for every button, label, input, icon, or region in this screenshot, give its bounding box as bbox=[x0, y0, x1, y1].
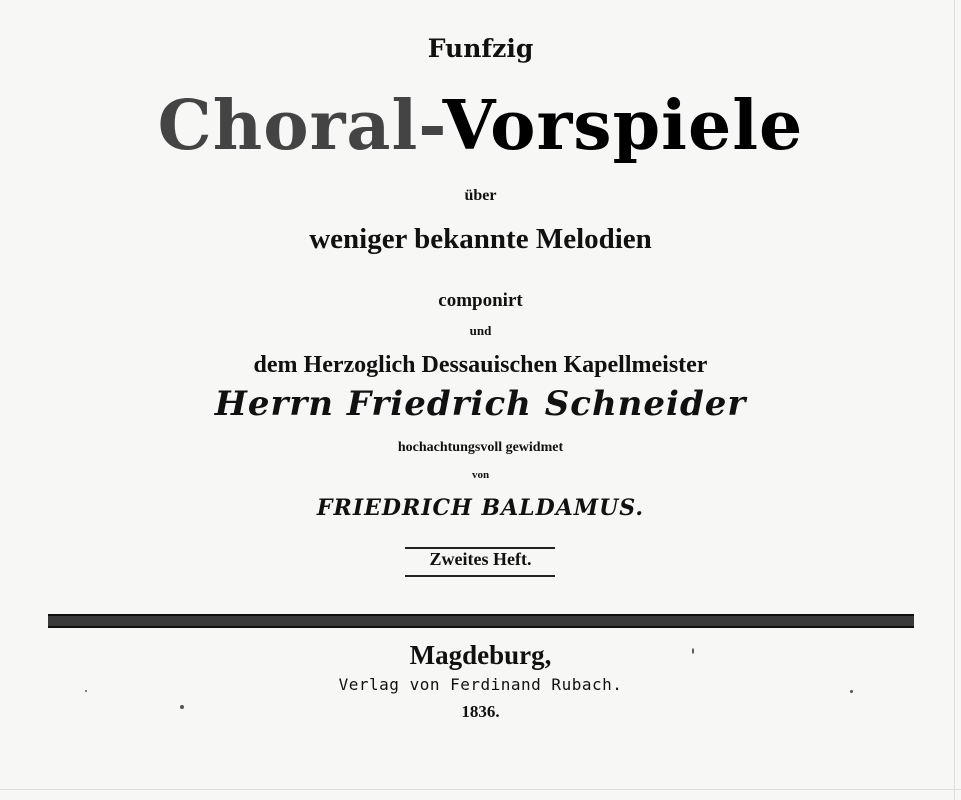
componirt-text: componirt bbox=[438, 290, 523, 311]
title-prefix: Funfzig bbox=[427, 34, 534, 63]
publication-city: Magdeburg, bbox=[409, 640, 552, 670]
speck bbox=[850, 690, 853, 693]
und-text: und bbox=[469, 323, 492, 338]
speck bbox=[692, 648, 694, 654]
dedication-line: dem Herzoglich Dessauischen Kapellmeister bbox=[253, 352, 708, 378]
main-title-part2: Vorspiele bbox=[442, 86, 804, 166]
volume-label: Zweites Heft. bbox=[429, 549, 532, 569]
page-edge-right bbox=[954, 0, 955, 800]
von-text: von bbox=[471, 469, 490, 481]
heft-rule-bottom bbox=[405, 575, 555, 577]
main-title-part1: Choral- bbox=[157, 86, 443, 166]
main-title bbox=[0, 86, 961, 166]
composer-name: FRIEDRICH BALDAMUS. bbox=[316, 495, 645, 521]
ueber-text: über bbox=[464, 187, 497, 204]
page-edge-bottom bbox=[0, 789, 961, 790]
speck bbox=[180, 705, 184, 709]
divider-rule bbox=[48, 614, 914, 628]
dedication-note: hochachtungsvoll gewidmet bbox=[397, 440, 564, 455]
publisher-line: Verlag von Ferdinand Rubach. bbox=[338, 675, 623, 694]
dedicatee-name: Herrn Friedrich Schneider bbox=[214, 384, 747, 424]
speck bbox=[85, 690, 87, 692]
subtitle: weniger bekannte Melodien bbox=[309, 223, 652, 255]
publication-year: 1836. bbox=[461, 702, 500, 721]
